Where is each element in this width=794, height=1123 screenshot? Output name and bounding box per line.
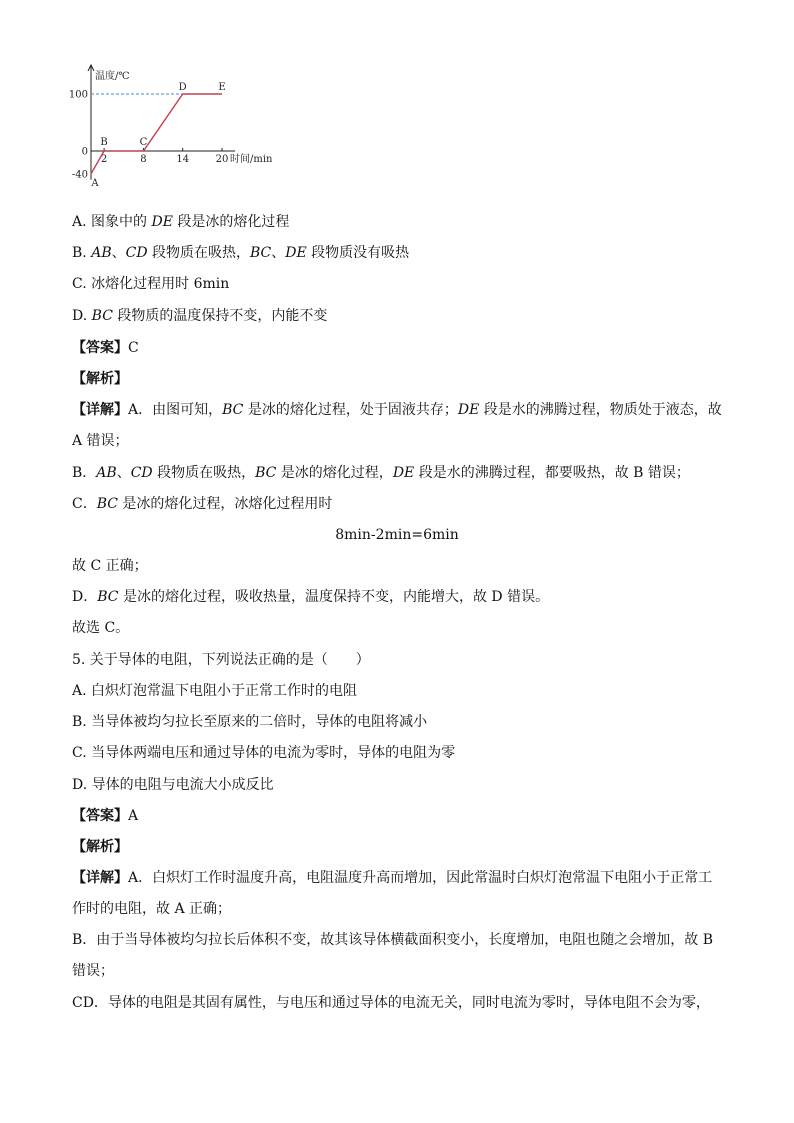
q5-detail-line-3: CD．导体的电阻是其固有属性，与电压和通过导体的电流无关，同时电流为零时，导体电阻不会为零， (72, 995, 710, 1011)
point-label-d: D (178, 82, 187, 93)
y-tick-label: 100 (68, 89, 88, 101)
q4-option-b: B. AB、CD 段物质在吸热，BC、DE 段物质没有吸热 (72, 245, 410, 261)
q4-analysis-heading: 【解析】 (72, 371, 128, 387)
q5-option-c: C. 当导体两端电压和通过导体的电流为零时，导体的电阻为零 (72, 745, 456, 761)
x-tick-label: 8 (140, 154, 147, 165)
q5-option-b: B. 当导体被均匀拉长至原来的二倍时，导体的电阻将减小 (72, 714, 428, 730)
q4-detail-line-3: C．BC 是冰的熔化过程，冰熔化过程用时 (72, 496, 333, 512)
q4-detail-line-1: 【详解】A．由图可知，BC 是冰的熔化过程，处于固液共存；DE 段是水的沸腾过程，物质处于液态，故 (72, 402, 722, 418)
q5-answer: 【答案】A (72, 808, 139, 824)
point-label-b: B (100, 137, 108, 148)
q5-option-d: D. 导体的电阻与电流大小成反比 (72, 777, 274, 793)
q5-stem: 5. 关于导体的电阻，下列说法正确的是（ ） (72, 652, 370, 668)
x-tick-label: 14 (176, 154, 190, 165)
q4-detail-line-1b: A 错误； (72, 433, 129, 449)
q4-option-a: A. 图象中的 DE 段是冰的熔化过程 (72, 214, 290, 230)
q4-answer: 【答案】C (72, 340, 139, 356)
y-tick-label: -40 (71, 169, 88, 181)
q4-option-c: C. 冰熔化过程用时 6min (72, 276, 230, 292)
q4-detail-line-4: D．BC 是冰的熔化过程，吸收热量，温度保持不变，内能增大，故 D 错误。 (72, 589, 550, 605)
q5-detail-line-2: B．由于当导体被均匀拉长后体积不变，故其该导体横截面积变小，长度增加，电阻也随之会增加，故 B (72, 932, 714, 948)
point-label-a: A (91, 177, 99, 189)
q4-detail-line-3b: 故 C 正确； (72, 558, 148, 574)
y-axis-label: 温度/℃ (95, 71, 130, 82)
q5-analysis-heading: 【解析】 (72, 839, 128, 855)
q5-detail-line-2b: 错误； (72, 963, 114, 979)
q4-option-d: D. BC 段物质的温度保持不变，内能不变 (72, 308, 328, 324)
q4-detail-line-2: B．AB、CD 段物质在吸热，BC 是冰的熔化过程，DE 段是水的沸腾过程，都要吸热，故 B 错误； (72, 465, 690, 481)
point-label-c: C (139, 137, 148, 148)
q5-option-a: A. 白炽灯泡常温下电阻小于正常工作时的电阻 (72, 683, 358, 699)
y-tick-label: 0 (81, 146, 88, 158)
temperature-time-chart (65, 62, 365, 192)
q5-detail-line-1b: 作时的电阻，故 A 正确； (72, 901, 232, 917)
q4-formula: 8min-2min=6min (335, 527, 459, 543)
point-label-e: E (218, 82, 226, 93)
q4-conclusion: 故选 C。 (72, 620, 130, 636)
x-tick-label: 2 (100, 154, 108, 165)
temperature-curve (91, 94, 222, 174)
x-tick-label: 20 (215, 154, 229, 165)
x-axis-label: 时间/min (230, 154, 273, 165)
q5-detail-line-1: 【详解】A．白炽灯工作时温度升高，电阻温度升高而增加，因此常温时白炽灯泡常温下电阻小于正常工 (72, 870, 713, 886)
